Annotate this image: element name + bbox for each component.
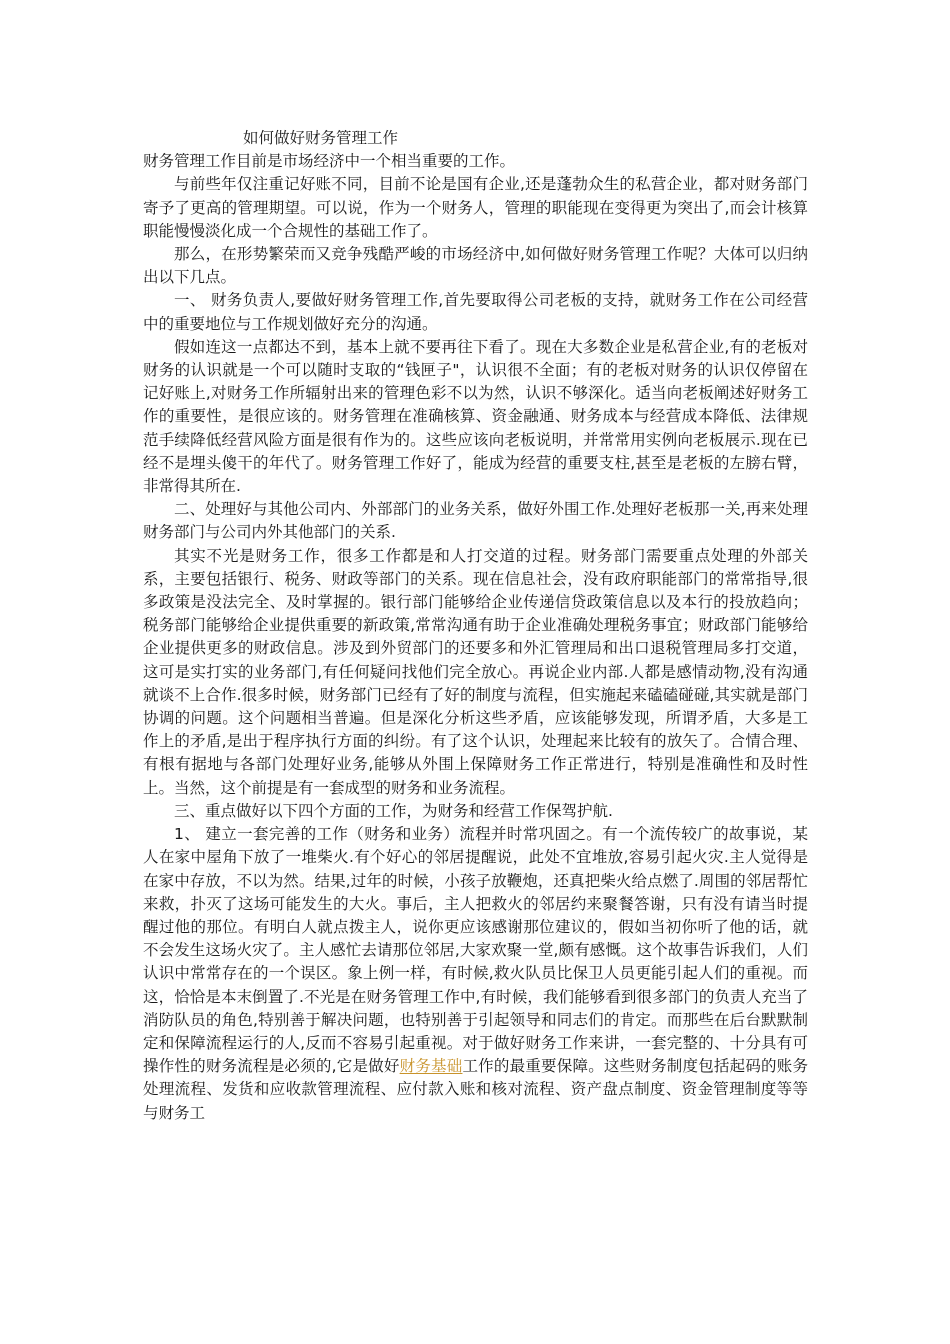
intro-paragraph: 财务管理工作目前是市场经济中一个相当重要的工作。: [143, 152, 516, 171]
finance-basics-link[interactable]: 财务基础: [399, 1057, 463, 1076]
section-2-heading: 二、处理好与其他公司内、外部部门的业务关系，做好外围工作.处理好老板那一关,再来处理财务部门与公司内外其他部门的关系.: [143, 500, 808, 542]
paragraph-8: [143, 823, 808, 1125]
paragraph-2: 那么，在形势繁荣而又竞争残酷严峻的市场经济中,如何做好财务管理工作呢？大体可以归纳出以下几点。: [143, 245, 808, 287]
paragraph-1: 与前些年仅注重记好账不同，目前不论是国有企业,还是蓬勃众生的私营企业，都对财务部门寄予了更高的管理期望。可以说，作为一个财务人，管理的职能现在变得更为突出了,而会计核算职能慢慢淡化成一个合规性的基础工作了。: [143, 175, 808, 240]
section-3-heading: 三、重点做好以下四个方面的工作，为财务和经营工作保驾护航.: [174, 801, 613, 820]
document-page: [143, 127, 808, 1125]
section-1-heading: 一、 财务负责人,要做好财务管理工作,首先要取得公司老板的支持，就财务工作在公司经营中的重要地位与工作规划做好充分的沟通。: [143, 291, 808, 333]
paragraph-8-text-after: 工作的最重要保障。这些财务制度包括起码的账务处理流程、发货和应收款管理流程、应付款入账和核对流程、资产盘点制度、资金管理制度等等与财务工: [143, 1057, 808, 1122]
paragraph-6: 其实不光是财务工作，很多工作都是和人打交道的过程。财务部门需要重点处理的外部关系，主要包括银行、税务、财政等部门的关系。现在信息社会，没有政府职能部门的常常指导,很多政策是没法完全、及时掌握的。银行部门能够给企业传递信贷政策信息以及本行的投放趋向；税务部门能够给企业提供重要的新政策,常常沟通有助于企业准确处理税务事宜；财政部门能够给企业提供更多的财政信息。涉及到外贸部门的还要多和外汇管理局和出口退税管理局多打交道，这可是实打实的业务部门,有任何疑问找他们完全放心。再说企业内部.人都是感情动物,没有沟通就谈不上合作.很多时候，财务部门已经有了好的制度与流程，但实施起来磕磕碰碰,其实就是部门协调的问题。这个问题相当普遍。但是深化分析这些矛盾，应该能够发现，所谓矛盾，大多是工作上的矛盾,是出于程序执行方面的纠纷。有了这个认识，处理起来比较有的放矢了。合情合理、有根有据地与各部门处理好业务,能够从外围上保障财务工作正常进行，特别是准确性和及时性上。当然，这个前提是有一套成型的财务和业务流程。: [143, 546, 808, 797]
paragraph-8-text-before: 1、 建立一套完善的工作（财务和业务）流程并时常巩固之。有一个流传较广的故事说，某人在家中屋角下放了一堆柴火.有个好心的邻居提醒说，此处不宜堆放,容易引起火灾.主人觉得是在家中存放，不以为然。结果,过年的时候，小孩子放鞭炮，还真把柴火给点燃了.周围的邻居帮忙来救，扑灭了这场可能发生的大火。事后，主人把救火的邻居约来聚餐答谢，只有没有请当时提醒过他的那位。有明白人就点拨主人，说你更应该感谢那位建议的，假如当初你听了他的话，就不会发生这场火灾了。主人感忙去请那位邻居,大家欢聚一堂,颇有感慨。这个故事告诉我们，人们认识中常常存在的一个误区。象上例一样，有时候,救火队员比保卫人员更能引起人们的重视。而这，恰恰是本末倒置了.不光是在财务管理工作中,有时候，我们能够看到很多部门的负责人充当了消防队员的角色,特别善于解决问题，也特别善于引起领导和同志们的肯定。而那些在后台默默制定和保障流程运行的人,反而不容易引起重视。对于做好财务工作来讲，一套完整的、十分具有可操作性的财务流程是必须的,它是做好: [143, 825, 808, 1076]
paragraph-4: 假如连这一点都达不到，基本上就不要再往下看了。现在大多数企业是私营企业,有的老板对财务的认识就是一个可以随时支取的“钱匣子"，认识很不全面；有的老板对财务的认识仅停留在记好账上,对财务工作所辐射出来的管理色彩不以为然，认识不够深化。适当向老板阐述好财务工作的重要性，是很应该的。财务管理在准确核算、资金融通、财务成本与经营成本降低、法律规范手续降低经营风险方面是很有作为的。这些应该向老板说明，并常常用实例向老板展示.现在已经不是埋头傻干的年代了。财务管理工作好了，能成为经营的重要支柱,甚至是老板的左膀右臂，非常得其所在.: [143, 337, 808, 496]
document-title: 如何做好财务管理工作: [243, 129, 399, 147]
